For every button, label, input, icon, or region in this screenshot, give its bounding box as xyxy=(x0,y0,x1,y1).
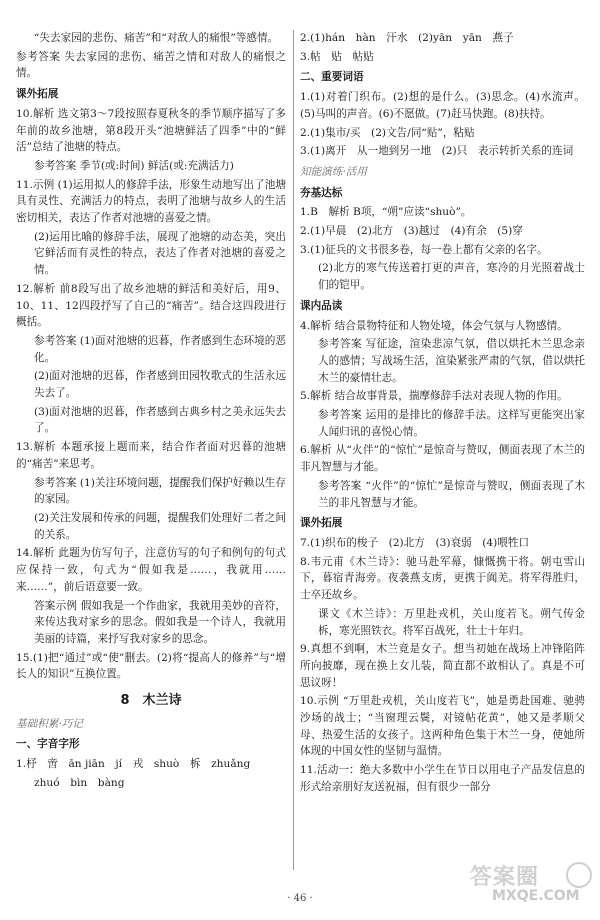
answer-line: 3.(1)离开 从一地到另一地 (2)只 表示转折关系的连词 xyxy=(300,145,574,158)
answer-line: (2)北方的寒气传送着打更的声音，寒冷的月光照着战士们的铠甲。 xyxy=(318,262,585,292)
answer-line: 4.解析 结合景物特征和人物处境，体会气氛与人物感情。 xyxy=(300,319,568,332)
answer-line: (2)面对池塘的迟暮，作者感到田园牧歌式的生活永远失去了。 xyxy=(34,370,286,400)
right-column xyxy=(300,30,585,798)
answer-line: 参考答案 写征途，渲染悲凉气氛，借以烘托木兰思念亲人的感情；写战场生活，渲染紧张严肃的气氛，借以烘托木兰的豪情壮志。 xyxy=(318,338,585,384)
answer-line: 3.(1)征兵的文书很多卷，每一卷上都有父亲的名字。 xyxy=(300,243,548,256)
section-heading: 课外拓展 xyxy=(300,517,343,530)
sub-heading: 一、字音字形 xyxy=(16,738,80,751)
answer-line: 10.示例 “万里赴戎机，关山度若飞”，她是勇赴国难、驰骋沙场的战士；“当窗理云鬓，对镜帖花黄”，她又是孝顺父母、热爱生活的女孩子。这两种角色集于木兰一身，使她所体现的中国女性的坚韧与温情。 xyxy=(300,695,585,758)
answer-line: 答案示例 假如我是一个作曲家，我就用美妙的音符，来传达我对家乡的思念。假如我是一个诗人，我就用美丽的诗篇，来抒写我对家乡的思念。 xyxy=(34,599,286,645)
answer-line: 5.解析 结合故事背景，揣摩修辞手法对表现人物的作用。 xyxy=(300,390,568,403)
answer-line: 参考答案 “火伴”的“惊忙”是惊奇与赞叹，侧面表现了木兰的非凡智慧与才能。 xyxy=(318,479,585,509)
answer-line: 2.(1)hán hàn 汗水 (2)yān yān 燕子 xyxy=(300,32,514,44)
answer-line: 13.解析 本题承接上题而来，结合作者面对迟暮的池塘的“痛苦”来思考。 xyxy=(16,441,286,470)
section-label: 基础积累·巧记 xyxy=(16,717,83,730)
section-heading: 课外拓展 xyxy=(16,88,59,101)
answer-line: 参考答案 失去家园的悲伤、痛苦之情和对敌人的痛恨之情。 xyxy=(16,50,286,80)
answer-line: 参考答案 (1)面对池塘的迟暮，作者感到生态环境的恶化。 xyxy=(34,334,286,364)
answer-line: 11.活动一：绝大多数中小学生在节日以用电子产品发信息的形式给亲朋好友送祝福，但有很少一部分 xyxy=(300,764,585,793)
answer-line: 9.真想不到啊，木兰竟是女子。想当初她在战场上冲锋陷阵所向披靡，现在换上女儿装，简直都不敢相认了。真是不可思议呀！ xyxy=(300,643,585,689)
answer-line: 8.韦元甫《木兰诗》：驰马赴军幕，慷慨携干将。朝屯雪山下，暮宿青海旁。夜袭燕支虏，更携于阗羌。将军得胜归，士卒还故乡。 xyxy=(300,555,585,602)
answer-line: 12.解析 前8段写出了故乡池塘的鲜活和美好后，用9、10、11、12四段抒写了自己的“痛苦”。结合这四段进行概括。 xyxy=(16,282,286,329)
section-heading: 二、重要词语 xyxy=(300,71,364,84)
chapter-title: 8 木兰诗 xyxy=(120,693,182,709)
section-heading: 课内品读 xyxy=(300,299,343,312)
watermark-url: MXQE.COM xyxy=(492,888,580,904)
answer-line: “失去家园的悲伤、痛苦”和“对敌人的痛恨”等感情。 xyxy=(34,32,279,44)
answer-line: 参考答案 运用的是排比的修辞手法。这样写更能突出家人闻归讯的喜悦心情。 xyxy=(318,409,585,438)
left-column xyxy=(16,30,286,794)
answer-line: 6.解析 从“火伴”的“惊忙”是惊奇与赞叹，侧面表现了木兰的非凡智慧与才能。 xyxy=(300,444,585,474)
answer-line: 7.(1)织布的梭子 (2)北方 (3)衰弱 (4)喂牲口 xyxy=(300,536,530,549)
column-divider xyxy=(293,30,294,870)
answer-line: (3)面对池塘的迟暮，作者感到古典乡村之美永远失去了。 xyxy=(34,405,286,435)
pinyin-line: 1.杼 啻 ān jiān jí 戎 shuò 柝 zhuǎng xyxy=(16,758,251,771)
watermark-logo xyxy=(470,858,590,914)
answer-line: 11.示例 (1)运用拟人的修辞手法，形象生动地写出了池塘具有灵性、充满活力的特点，表明了池塘与故乡人的生活密切相关，表达了作者对池塘的喜爱之情。 xyxy=(16,178,286,225)
answer-line: (2)关注发展和传承的问题，提醒我们处理好二者之间的关系。 xyxy=(34,511,286,541)
page-number: · 46 · xyxy=(287,893,313,904)
answer-line: 参考答案 季节(或:时间) 鲜活(或:充满活力) xyxy=(34,159,234,172)
section-heading: 夯基达标 xyxy=(300,186,343,199)
answer-line: (2)运用比喻的修辞手法，展现了池塘的动态美，突出它鲜活而有灵性的特点，表达了作者对池塘的喜爱之情。 xyxy=(34,230,286,277)
answer-line: 2.(1)早晨 (2)北方 (3)越过 (4)有余 (5)穿 xyxy=(300,225,523,238)
pinyin-line: zhuó bìn bàng xyxy=(34,776,125,789)
answer-line: 课文《木兰诗》：万里赴戎机，关山度若飞。朔气传金柝，寒光照铁衣。将军百战死，壮士十年归。 xyxy=(318,607,585,637)
answer-line: 参考答案 (1)关注环境问题，提醒我们保护好赖以生存的家园。 xyxy=(34,476,286,506)
answer-line: 14.解析 此题为仿写句子，注意仿写的句子和例句的句式应保持一致，句式为“假如我是……，我就用……来……”，前后语意要一致。 xyxy=(16,547,286,593)
answer-line: 15.(1)把“通过”或“使”删去。(2)将“提高人的修养”与“增长人的知识”互换位置。 xyxy=(16,651,286,681)
answer-line: 3.帖 贴 帖贴 xyxy=(300,50,374,63)
watermark-text: 答案圈 xyxy=(470,865,540,890)
answer-line: 1.B 解析 B项，“朔”应读“shuò”。 xyxy=(300,206,472,219)
answer-line: 1.(1)对着门织布。(2)想的是什么。(3)思念。(4)水流声。(5)马叫的声音。(6)不愿做。(7)赶马快跑。(8)扶持。 xyxy=(300,91,585,120)
answer-line: 2.(1)集市/买 (2)文告/同“贴”，粘贴 xyxy=(300,126,475,139)
badge-icon xyxy=(566,862,592,888)
section-label: 知能演练·活用 xyxy=(300,165,367,178)
answer-line: 10.解析 选文第3～7段按照春夏秋冬的季节顺序描写了多年前的故乡池塘，第8段开头“池塘鲜活了四季”中的“鲜活”总结了池塘的特点。 xyxy=(16,107,286,154)
